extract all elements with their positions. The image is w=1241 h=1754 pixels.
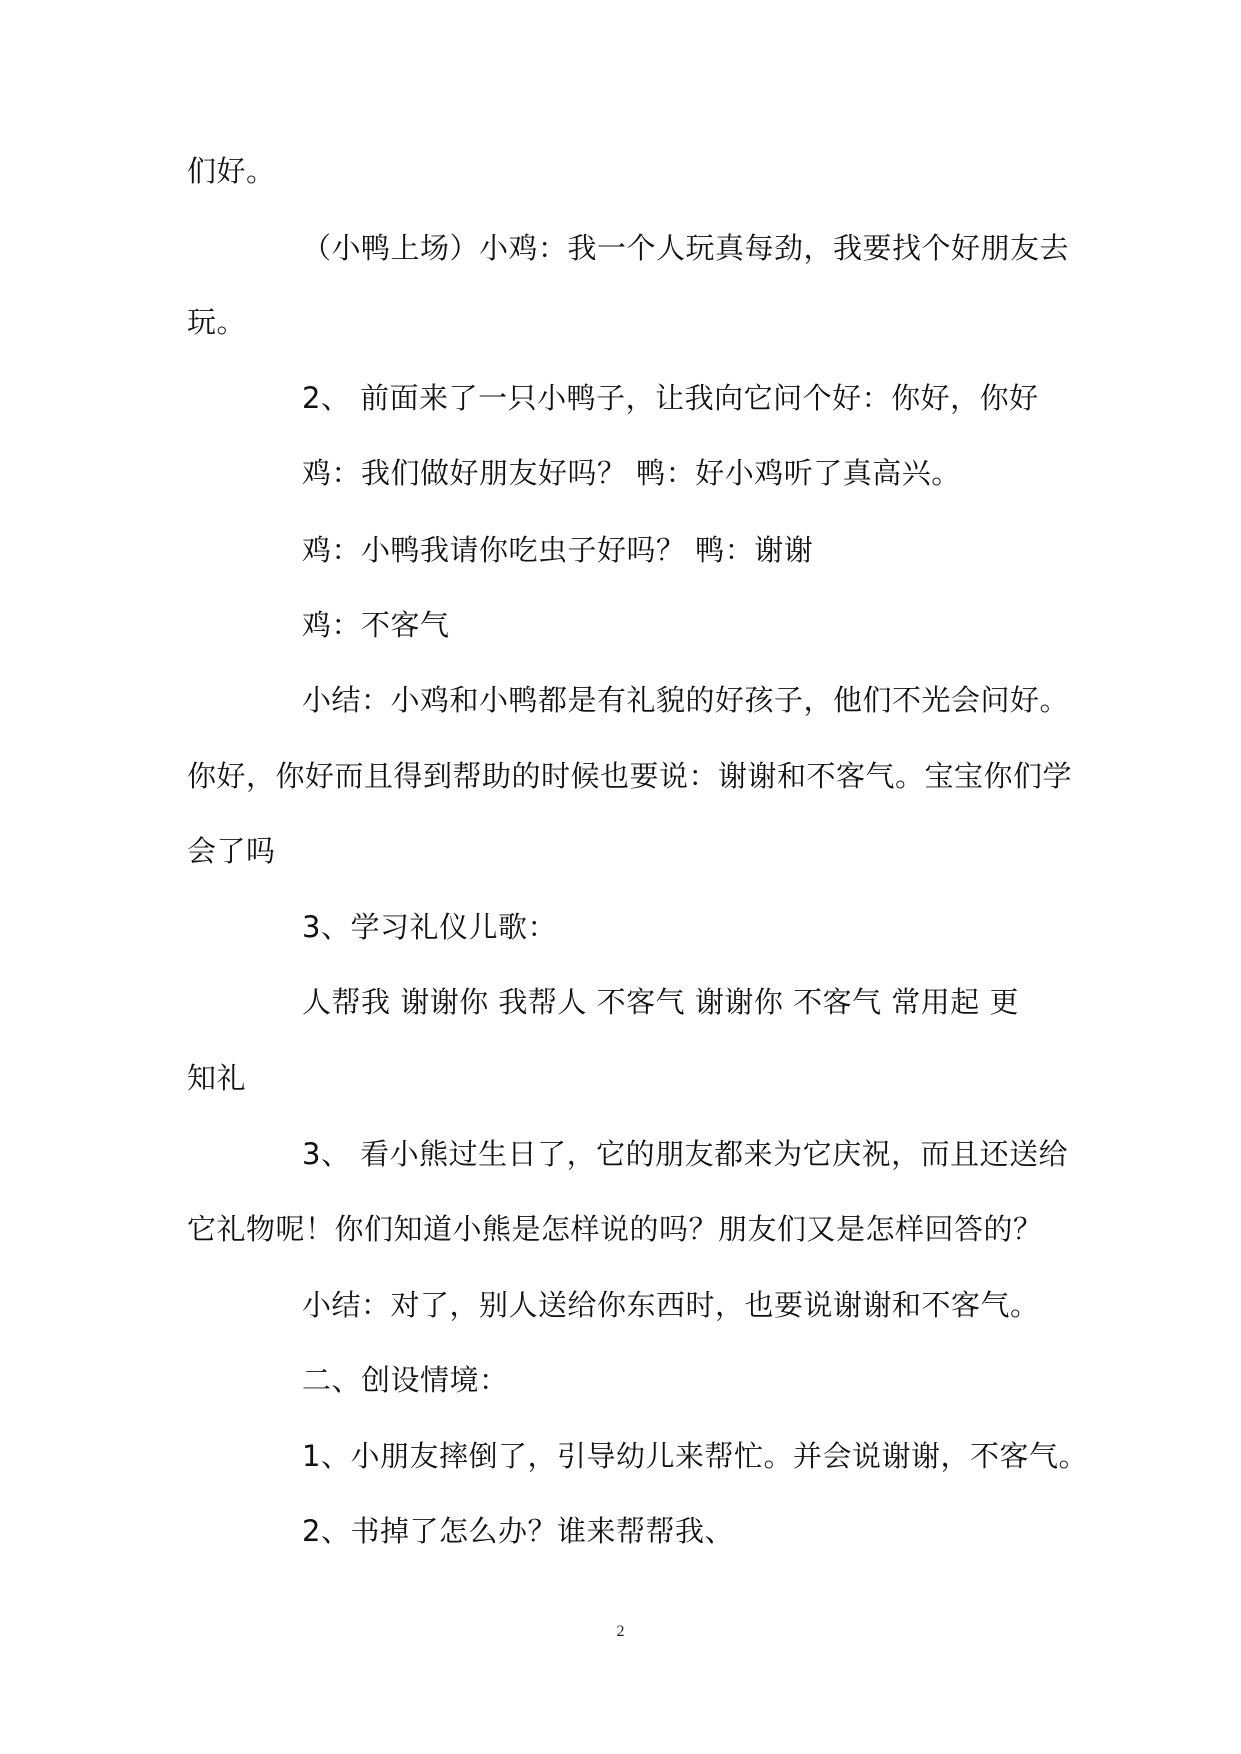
text-line: 二、创设情境： — [302, 1363, 509, 1397]
text-line: 小结：对了，别人送给你东西时，也要说谢谢和不客气。 — [302, 1288, 1040, 1322]
text-line: 鸡：我们做好朋友好吗？ 鸭：好小鸡听了真高兴。 — [302, 456, 961, 490]
text-line: 鸡：小鸭我请你吃虫子好吗？ 鸭：谢谢 — [302, 533, 814, 567]
text-line: 会了吗 — [187, 834, 276, 868]
text-line: 2、书掉了怎么办？谁来帮帮我、 — [302, 1514, 734, 1548]
text-line: 鸡：不客气 — [302, 608, 450, 642]
text-line: 们好。 — [187, 154, 276, 188]
text-line: 它礼物呢！你们知道小熊是怎样说的吗？朋友们又是怎样回答的？ — [187, 1212, 1043, 1246]
text-line: 3、学习礼仪儿歌： — [302, 910, 557, 944]
page-number: 2 — [616, 1623, 625, 1640]
text-line: 人帮我 谢谢你 我帮人 不客气 谢谢你 不客气 常用起 更 — [302, 985, 1020, 1019]
text-line: 3、 看小熊过生日了，它的朋友都来为它庆祝，而且还送给 — [302, 1137, 1069, 1171]
text-line: （小鸭上场）小鸡：我一个人玩真每劲，我要找个好朋友去 — [302, 231, 1070, 265]
text-line: 知礼 — [187, 1061, 247, 1095]
text-line: 1、小朋友摔倒了，引导幼儿来帮忙。并会说谢谢，不客气。 — [302, 1439, 1088, 1473]
text-line: 2、 前面来了一只小鸭子，让我向它问个好：你好，你好 — [302, 381, 1039, 415]
text-line: 玩。 — [187, 305, 247, 339]
text-line: 你好，你好而且得到帮助的时候也要说：谢谢和不客气。宝宝你们学 — [187, 759, 1073, 793]
text-line: 小结：小鸡和小鸭都是有礼貌的好孩子，他们不光会问好。 — [302, 683, 1070, 717]
